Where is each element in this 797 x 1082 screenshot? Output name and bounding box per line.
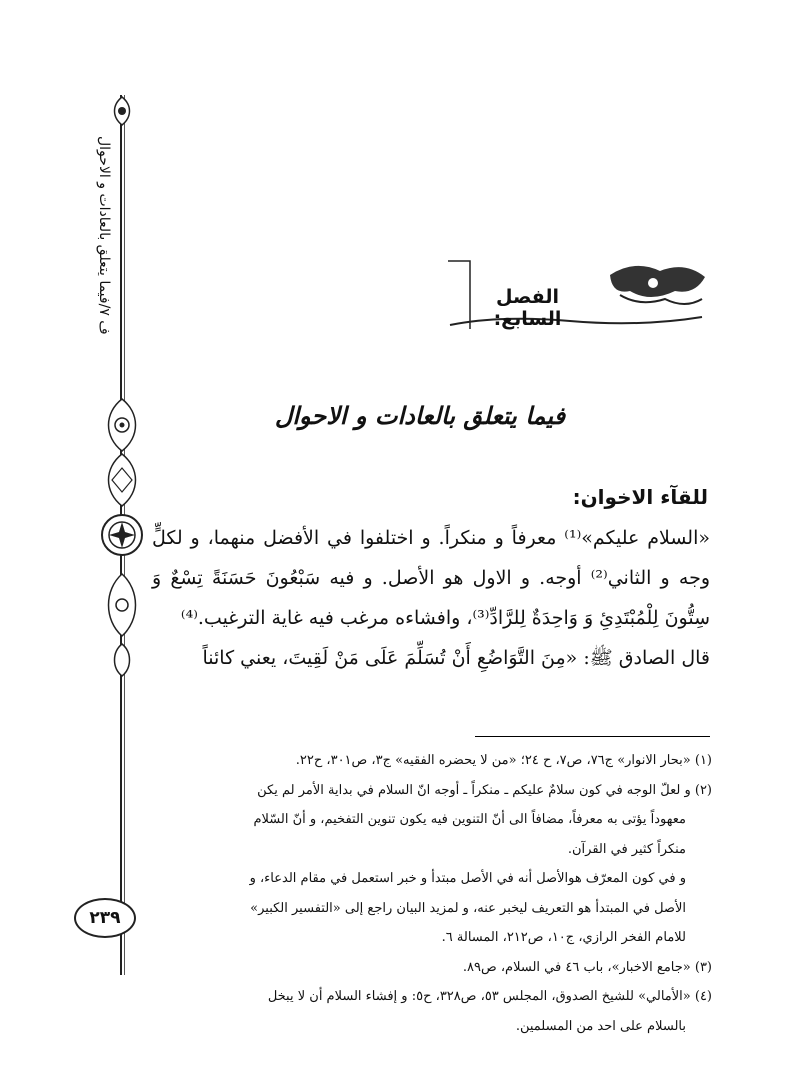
chapter-label: الفصل السابع: bbox=[493, 286, 562, 330]
footnote-line: (٢) و لعلّ الوجه في كون سلامٌ عليكم ـ منكراً ـ أوجه انّ السلام في بداية الأمر لم يكن bbox=[257, 782, 712, 798]
body-text bbox=[152, 518, 710, 678]
footnote-separator bbox=[475, 736, 710, 737]
subheading: للقآء الاخوان: bbox=[572, 485, 708, 509]
footnote-line: بالسلام على احد من المسلمين. bbox=[515, 1018, 686, 1034]
border-ornament-top bbox=[98, 95, 146, 135]
border-ornament-3 bbox=[98, 570, 146, 640]
footnotes bbox=[150, 746, 712, 1041]
footnote-line: (٤) «الأمالي» للشيخ الصدوق، المجلس ٥٣، ص٣٢٨، ح٥: و إفشاء السلام أن لا يبخل bbox=[267, 989, 712, 1004]
footnote-line: (٣) «جامع الاخبار»، باب ٤٦ في السلام، ص٨٩. bbox=[462, 959, 712, 975]
body-paragraph: «السلام عليكم»⁽¹⁾ معرفاً و منكراً. و اختلفوا في الأفضل منهما، و لكلٍّ وجه و الثاني⁽²⁾ أوجه. و الاول هو الأصل. و فيه سَبْعُونَ حَسَنَةً تِسْعٌ وَ سِتُّونَ لِلْمُبْتَدِئِ وَ وَاحِدَةٌ لِلرَّادِّ⁽³⁾، وافشاءه مرغب فيه غاية الترغيب.⁽⁴⁾ bbox=[152, 527, 710, 629]
body-paragraph: قال الصادق ﷺ: «مِنَ التَّوَاضُعِ أَنْ تُسَلِّمَ عَلَى مَنْ لَقِيتَ، يعني كائناً bbox=[202, 647, 710, 669]
footnote-line: للامام الفخر الرازي، ج١٠، ص٢١٢، المسالة ٦. bbox=[441, 930, 686, 945]
border-ornament-4 bbox=[98, 640, 146, 680]
footnote-line: معهوداً يؤتى به معرفاً، مضافاً الى أنّ التنوين فيه يكون تنوين التفخيم، و أنّ السّلام bbox=[253, 812, 686, 827]
footnote-line: (١) «بحار الانوار» ج٧٦، ص٧، ح ٢٤؛ «من لا يحضره الفقيه» ج٣، ص٣٠١، ح٢٢. bbox=[295, 753, 712, 768]
section-title: فيما يتعلق بالعادات و الاحوال bbox=[274, 402, 566, 430]
footnote-line: و في كون المعرّف هوالأصل أنه في الأصل مبتدأ و خبر استعمل في مقام الدعاء، و bbox=[249, 871, 686, 886]
footnote-line: منكراً كثير في القرآن. bbox=[567, 841, 686, 857]
running-header: ف ٧/فيما يتعلق بالعادات و الاحوال bbox=[96, 135, 112, 335]
border-ornament-1 bbox=[98, 395, 146, 455]
page-number: ٢٣٩ bbox=[74, 898, 136, 938]
footnote-line: الأصل في المبتدأ هو التعريف ليخبر عنه، و لمزيد البيان راجع إلى «التفسير الكبير» bbox=[250, 900, 686, 916]
border-ornament-rosette bbox=[98, 500, 146, 570]
